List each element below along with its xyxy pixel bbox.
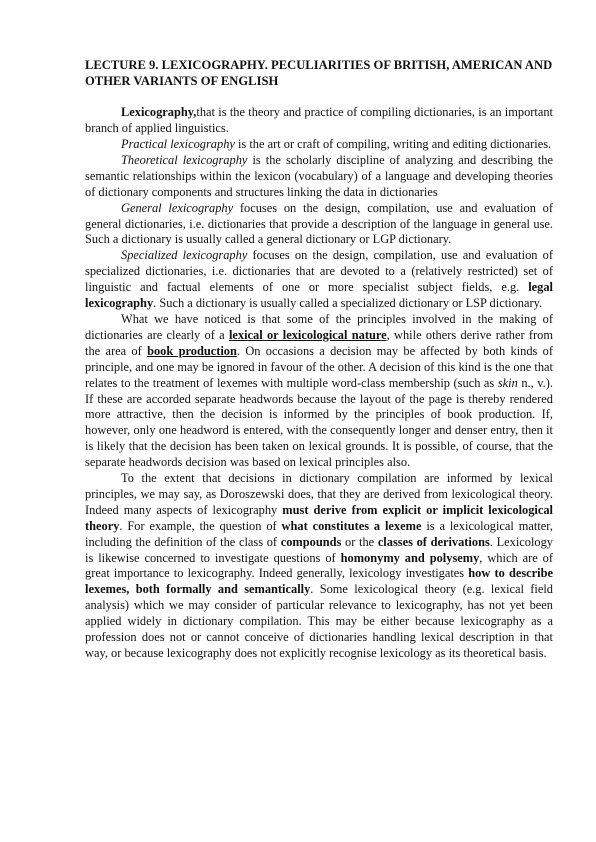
emphasis-lexeme: what constitutes a lexeme xyxy=(281,518,422,533)
example-word-skin: skin xyxy=(497,375,518,390)
paragraph-text: To the extent that decisions in dictionary compilation are informed by lexical principles, we may say, as Doroszewski does, that they are derived from lexicological theory. Indeed many aspects of lexicography xyxy=(85,471,553,517)
term-legal-lexicography: legal lexicography xyxy=(85,280,553,311)
paragraph-text: . Some lexicological theory (e.g. lexical field analysis) which we may consider of particular relevance to lexicography, has not yet been applied widely in dictionary compilation. This may be either because lexicography as a profession does not or cannot conceive of dictionaries handling lexical description in that way, or because lexicography does not explicitly recognise lexicology as its theoretical basis. xyxy=(85,582,553,660)
emphasis-compounds: compounds xyxy=(280,534,342,549)
term-theoretical-lexicography: Theoretical lexicography xyxy=(121,152,248,167)
paragraph-specialized-lexicography xyxy=(85,248,553,312)
paragraph-text: focuses on the design, compilation, use and evaluation of specialized dictionaries, i.e. dictionaries that are devoted to a (relatively restricted) set of linguistic and factual elements of one or more specialist subject fields, e.g. xyxy=(85,248,553,295)
emphasis-describe-lexemes: how to describe lexemes, both formally and semantically xyxy=(85,566,553,597)
paragraph-text: . For example, the question of xyxy=(119,518,282,533)
paragraph-text: is a lexicological matter, including the definition of the class of xyxy=(85,518,553,549)
paragraph-text: What we have noticed is that some of the principles involved in the making of dictionaries are clearly of a xyxy=(85,311,553,342)
term-general-lexicography: General lexicography xyxy=(121,200,234,215)
term-practical-lexicography: Practical lexicography xyxy=(121,137,235,151)
paragraph-text: n., v.). If these are accorded separate headwords because the layout of the page is thereby rendered more attractive, then the decision is informed by the principles of book production. If, however, only one headword is entered, with the consequently longer and denser entry, then it is likely that the decision has been taken on lexical grounds. It is possible, of course, that the separate headwords decision was based on lexical principles also. xyxy=(85,375,553,470)
paragraph-text: that is the theory and practice of compiling dictionaries, is an important branch of applied linguistics. xyxy=(85,105,553,136)
emphasis-homonymy-polysemy: homonymy and polysemy xyxy=(340,550,480,565)
paragraph-practical-lexicography xyxy=(85,137,553,153)
paragraph-text: , while others derive rather from the area of xyxy=(85,327,553,358)
emphasis-lexicological-theory: must derive from explicit or implicit lexicological theory xyxy=(85,502,553,533)
paragraph-text: is the art or craft of compiling, writing and editing dictionaries. xyxy=(234,137,552,151)
emphasis-lexical-nature: lexical or lexicological nature xyxy=(228,327,387,342)
emphasis-derivations: classes of derivations xyxy=(377,534,490,549)
paragraph-text: . On occasions a decision may be affected by both kinds of principle, and one may be ignored in favour of the other. A decision of this kind is the one that relates to the treatment of lexemes with multiple word-class membership (such as xyxy=(85,343,553,390)
paragraph-lexical-principles xyxy=(85,471,553,662)
paragraph-theoretical-lexicography xyxy=(85,153,553,201)
paragraph-text: . Lexicology is likewise concerned to investigate questions of xyxy=(85,534,553,565)
term-specialized-lexicography: Specialized lexicography xyxy=(121,248,248,263)
term-lexicography: Lexicography, xyxy=(121,105,197,120)
paragraph-general-lexicography xyxy=(85,201,553,249)
paragraph-text: focuses on the design, compilation, use and evaluation of general dictionaries, i.e. dictionaries that provide a description of the language in general use. Such a dictionary is usually called a general dictionary or LGP dictionary. xyxy=(85,200,554,247)
lecture-title: LECTURE 9. LEXICOGRAPHY. PECULIARITIES OF BRITISH, AMERICAN AND OTHER VARIANTS OF ENGLISH xyxy=(85,58,553,88)
emphasis-book-production: book production xyxy=(147,343,237,358)
paragraph-text: , which are of great importance to lexicography. Indeed generally, lexicology investigates xyxy=(85,550,553,581)
paragraph-text: is the scholarly discipline of analyzing and describing the semantic relationships within the lexicon (vocabulary) of a language and developing theories of dictionary components and structures linking the data in dictionaries xyxy=(85,152,553,199)
paragraph-principles xyxy=(85,312,553,471)
paragraph-lexicography xyxy=(85,105,553,137)
paragraph-text: or the xyxy=(341,534,378,549)
paragraph-text: . Such a dictionary is usually called a specialized dictionary or LSP dictionary. xyxy=(153,296,543,311)
